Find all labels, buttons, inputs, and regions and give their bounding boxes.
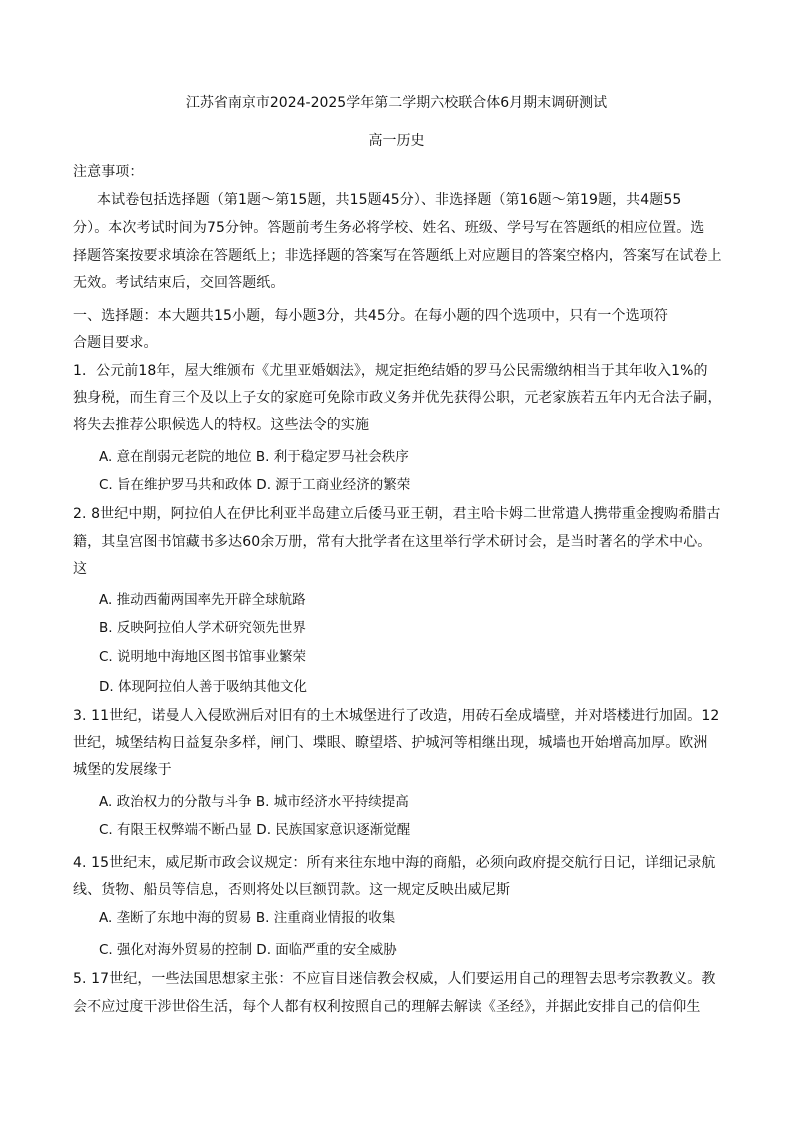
question-4-options: A. 垄断了东地中海的贸易 B. 注重商业情报的收集	[99, 910, 396, 926]
question-2-option-a: A. 推动西葡两国率先开辟全球航路	[99, 592, 306, 608]
question-3-stem: 3. 11世纪，诺曼人入侵欧洲后对旧有的土木城堡进行了改造，用砖石垒成墙壁，并对塔楼进行加固。12	[73, 708, 720, 724]
question-5-stem: 会不应过度干涉世俗生活，每个人都有权利按照自己的理解去解读《圣经》，并据此安排自己的信仰生	[73, 999, 701, 1015]
question-2-stem: 2. 8世纪中期，阿拉伯人在伊比利亚半岛建立后倭马亚王朝，君主哈卡姆二世常遣人携带重金搜购希腊古	[73, 506, 721, 522]
question-2-stem: 这	[73, 561, 88, 577]
section-heading: 一、选择题：本大题共15小题，每小题3分，共45分。在每小题的四个选项中，只有一个选项符	[73, 308, 668, 324]
notice-line: 择题答案按要求填涂在答题纸上；非选择题的答案写在答题纸上对应题目的答案空格内，答案写在试卷上	[73, 248, 722, 264]
question-2-option-c: C. 说明地中海地区图书馆事业繁荣	[99, 649, 307, 665]
question-3-options: C. 有限王权弊端不断凸显 D. 民族国家意识逐渐觉醒	[99, 822, 411, 838]
question-1-stem: 将失去推荐公职候选人的特权。这些法令的实施	[73, 417, 370, 433]
question-1-options: A. 意在削弱元老院的地位 B. 利于稳定罗马社会秩序	[99, 449, 409, 465]
question-2-option-b: B. 反映阿拉伯人学术研究领先世界	[99, 620, 306, 636]
question-2-option-d: D. 体现阿拉伯人善于吸纳其他文化	[99, 679, 307, 695]
question-2-stem: 籍，其皇宫图书馆藏书多达60余万册，常有大批学者在这里举行学术研讨会，是当时著名的学术中心。	[73, 534, 712, 550]
question-4-options: C. 强化对海外贸易的控制 D. 面临严重的安全威胁	[99, 942, 397, 958]
notice-line: 分）。本次考试时间为75分钟。答题前考生务必将学校、姓名、班级、学号写在答题纸的相应位置。选	[73, 220, 705, 236]
question-1-stem: 1．公元前18年，屋大维颁布《尤里亚婚姻法》，规定拒绝结婚的罗马公民需缴纳相当于其年收入1%的	[73, 363, 708, 379]
section-heading-cont: 合题目要求。	[73, 335, 158, 351]
question-3-stem: 城堡的发展缘于	[73, 762, 172, 778]
question-4-stem: 4. 15世纪末，威尼斯市政会议规定：所有来往东地中海的商船，必须向政府提交航行日记，详细记录航	[73, 855, 716, 871]
question-3-options: A. 政治权力的分散与斗争 B. 城市经济水平持续提高	[99, 794, 409, 810]
exam-subject: 高一历史	[368, 133, 425, 149]
question-3-stem: 世纪，城堡结构日益复杂多样，闸门、堞眼、瞭望塔、护城河等相继出现，城墙也开始增高加厚。欧洲	[73, 735, 708, 751]
notice-heading: 注意事项：	[73, 164, 144, 180]
question-4-stem: 线、货物、船员等信息，否则将处以巨额罚款。这一规定反映出威尼斯	[73, 882, 511, 898]
notice-line: 本试卷包括选择题（第1题～第15题，共15题45分）、非选择题（第16题～第19题，共4题55	[97, 192, 682, 208]
question-1-options: C. 旨在维护罗马共和政体 D. 源于工商业经济的繁荣	[99, 477, 411, 493]
notice-line: 无效。考试结束后，交回答题纸。	[73, 275, 285, 291]
question-5-stem: 5. 17世纪，一些法国思想家主张：不应盲目迷信教会权威，人们要运用自己的理智去思考宗教教义。教	[73, 971, 716, 987]
exam-title: 江苏省南京市2024-2025学年第二学期六校联合体6月期末调研测试	[185, 95, 608, 111]
question-1-stem: 独身税，而生育三个及以上子女的家庭可免除市政义务并优先获得公职，元老家族若五年内无合法子嗣，	[73, 390, 722, 406]
